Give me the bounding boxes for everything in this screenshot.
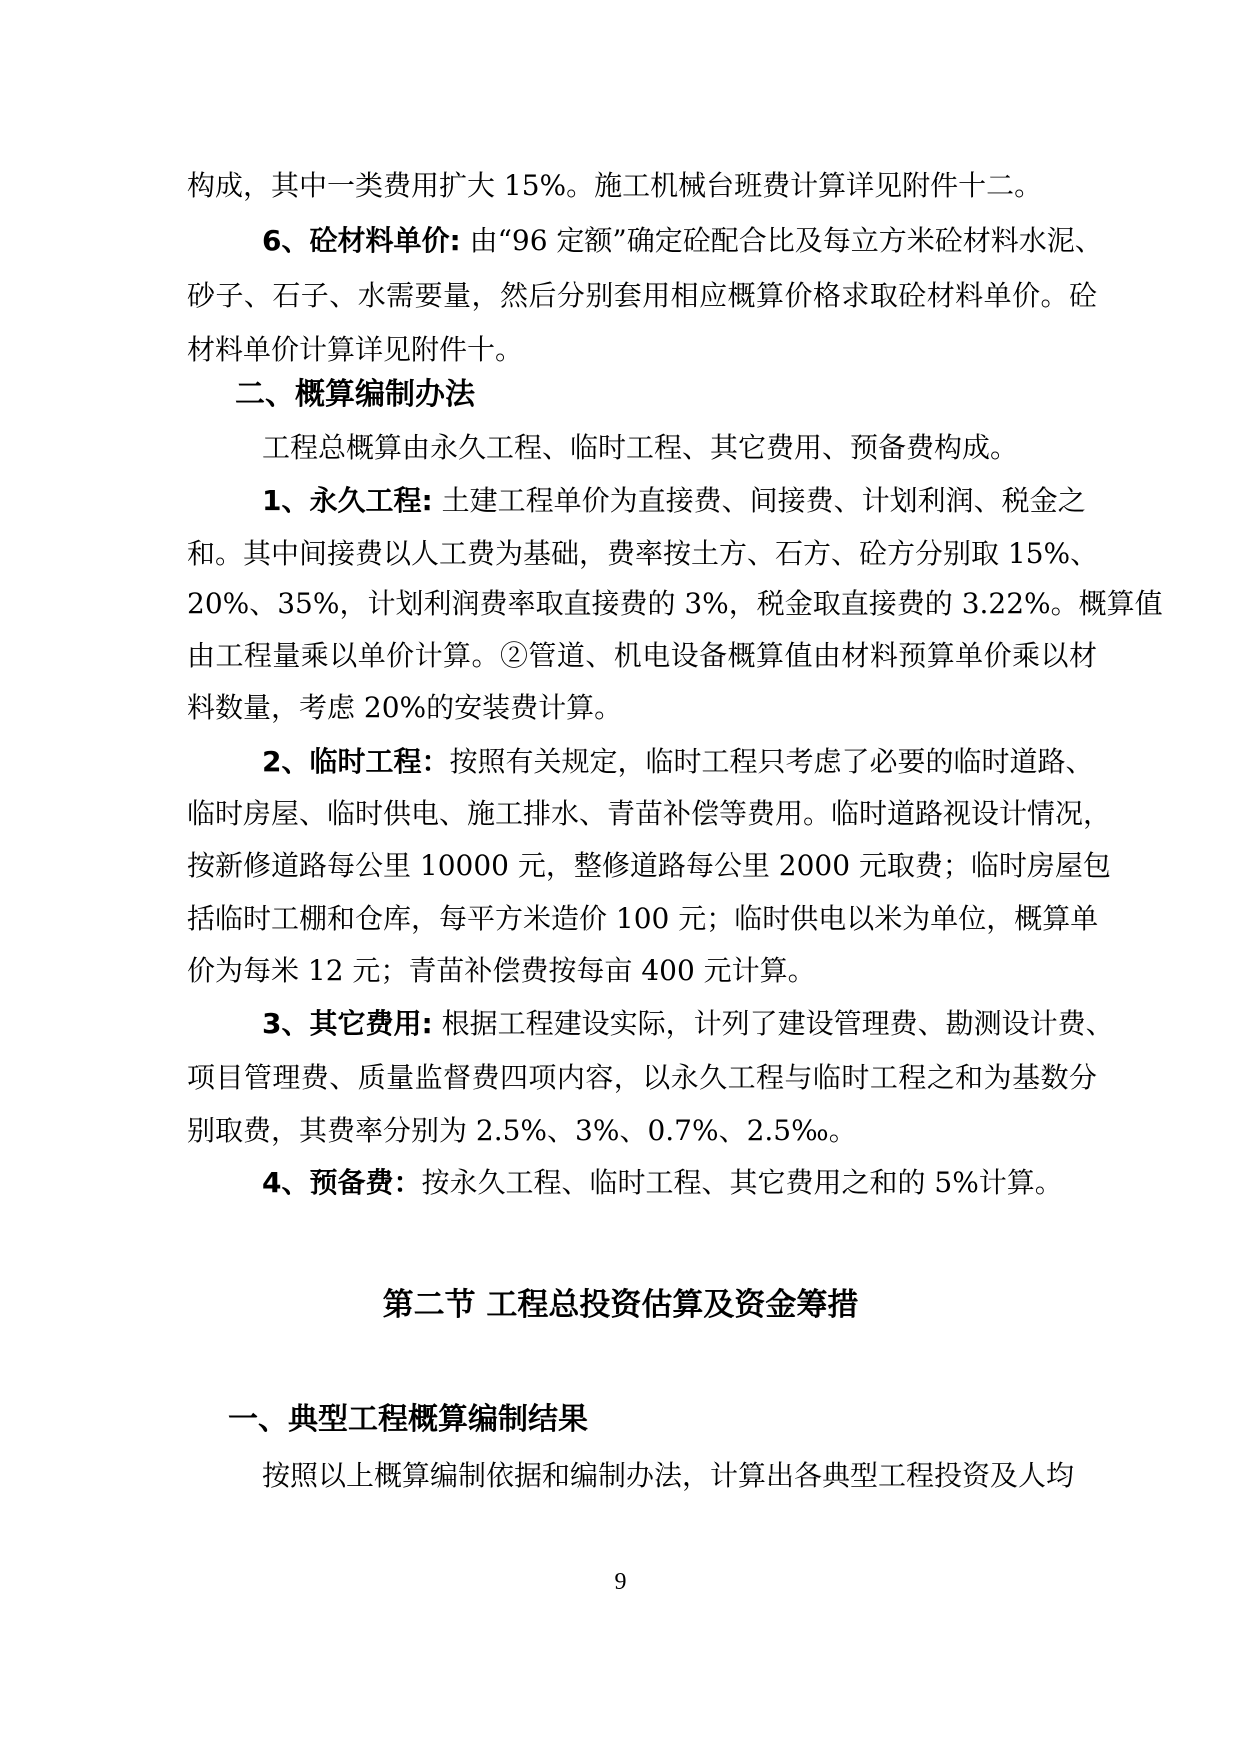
paragraph-line: 别取费，其费率分别为 2.5%、3%、0.7%、2.5‰。 bbox=[187, 1114, 857, 1147]
paragraph-line: 项目管理费、质量监督费四项内容，以永久工程与临时工程之和为基数分 bbox=[187, 1061, 1097, 1094]
item-text: 根据工程建设实际，计列了建设管理费、勘测设计费、 bbox=[432, 1007, 1114, 1040]
paragraph-line: 材料单价计算详见附件十。 bbox=[187, 333, 524, 366]
item-text: 由“96 定额”确定砼配合比及每立方米砼材料水泥、 bbox=[460, 224, 1103, 257]
paragraph-line: 临时房屋、临时供电、施工排水、青苗补偿等费用。临时道路视设计情况， bbox=[187, 797, 1112, 830]
paragraph-line: 20%、35%，计划利润费率取直接费的 3%，税金取直接费的 3.22%。概算值 bbox=[187, 587, 1163, 620]
section-title: 第二节 工程总投资估算及资金筹措 bbox=[382, 1287, 859, 1323]
item-label: 4、预备费： bbox=[262, 1166, 422, 1199]
page-number: 9 bbox=[614, 1569, 627, 1595]
subsection-heading: 一、典型工程概算编制结果 bbox=[228, 1402, 588, 1437]
paragraph-line: 砂子、石子、水需要量，然后分别套用相应概算价格求取砼材料单价。砼 bbox=[187, 279, 1097, 312]
paragraph-line: 构成，其中一类费用扩大 15%。施工机械台班费计算详见附件十二。 bbox=[187, 169, 1043, 202]
paragraph-line: 料数量，考虑 20%的安装费计算。 bbox=[187, 691, 623, 724]
paragraph-line: 按新修道路每公里 10000 元，整修道路每公里 2000 元取费；临时房屋包 bbox=[187, 849, 1111, 882]
item-label: 2、临时工程： bbox=[262, 745, 450, 778]
item-text: 按永久工程、临时工程、其它费用之和的 5%计算。 bbox=[421, 1166, 1063, 1199]
paragraph-line bbox=[262, 481, 1172, 521]
paragraph-line bbox=[262, 742, 1172, 782]
paragraph-line bbox=[262, 221, 1172, 261]
paragraph-line bbox=[262, 1163, 1172, 1203]
paragraph-line: 括临时工棚和仓库，每平方米造价 100 元；临时供电以米为单位，概算单 bbox=[187, 902, 1099, 935]
paragraph-line: 价为每米 12 元；青苗补偿费按每亩 400 元计算。 bbox=[187, 954, 816, 987]
paragraph-line: 和。其中间接费以人工费为基础，费率按土方、石方、砼方分别取 15%、 bbox=[187, 537, 1099, 570]
item-label: 1、永久工程: bbox=[262, 484, 433, 517]
paragraph-line: 工程总概算由永久工程、临时工程、其它费用、预备费构成。 bbox=[262, 431, 1019, 464]
item-text: 按照有关规定，临时工程只考虑了必要的临时道路、 bbox=[449, 745, 1094, 778]
item-text: 土建工程单价为直接费、间接费、计划利润、税金之 bbox=[432, 484, 1086, 517]
paragraph-line: 按照以上概算编制依据和编制办法，计算出各典型工程投资及人均 bbox=[262, 1459, 1075, 1492]
subsection-heading: 二、概算编制办法 bbox=[235, 377, 475, 412]
item-label: 6、砼材料单价: bbox=[262, 224, 461, 257]
paragraph-line: 由工程量乘以单价计算。②管道、机电设备概算值由材料预算单价乘以材 bbox=[187, 639, 1097, 672]
item-label: 3、其它费用: bbox=[262, 1007, 433, 1040]
paragraph-line bbox=[262, 1004, 1172, 1044]
